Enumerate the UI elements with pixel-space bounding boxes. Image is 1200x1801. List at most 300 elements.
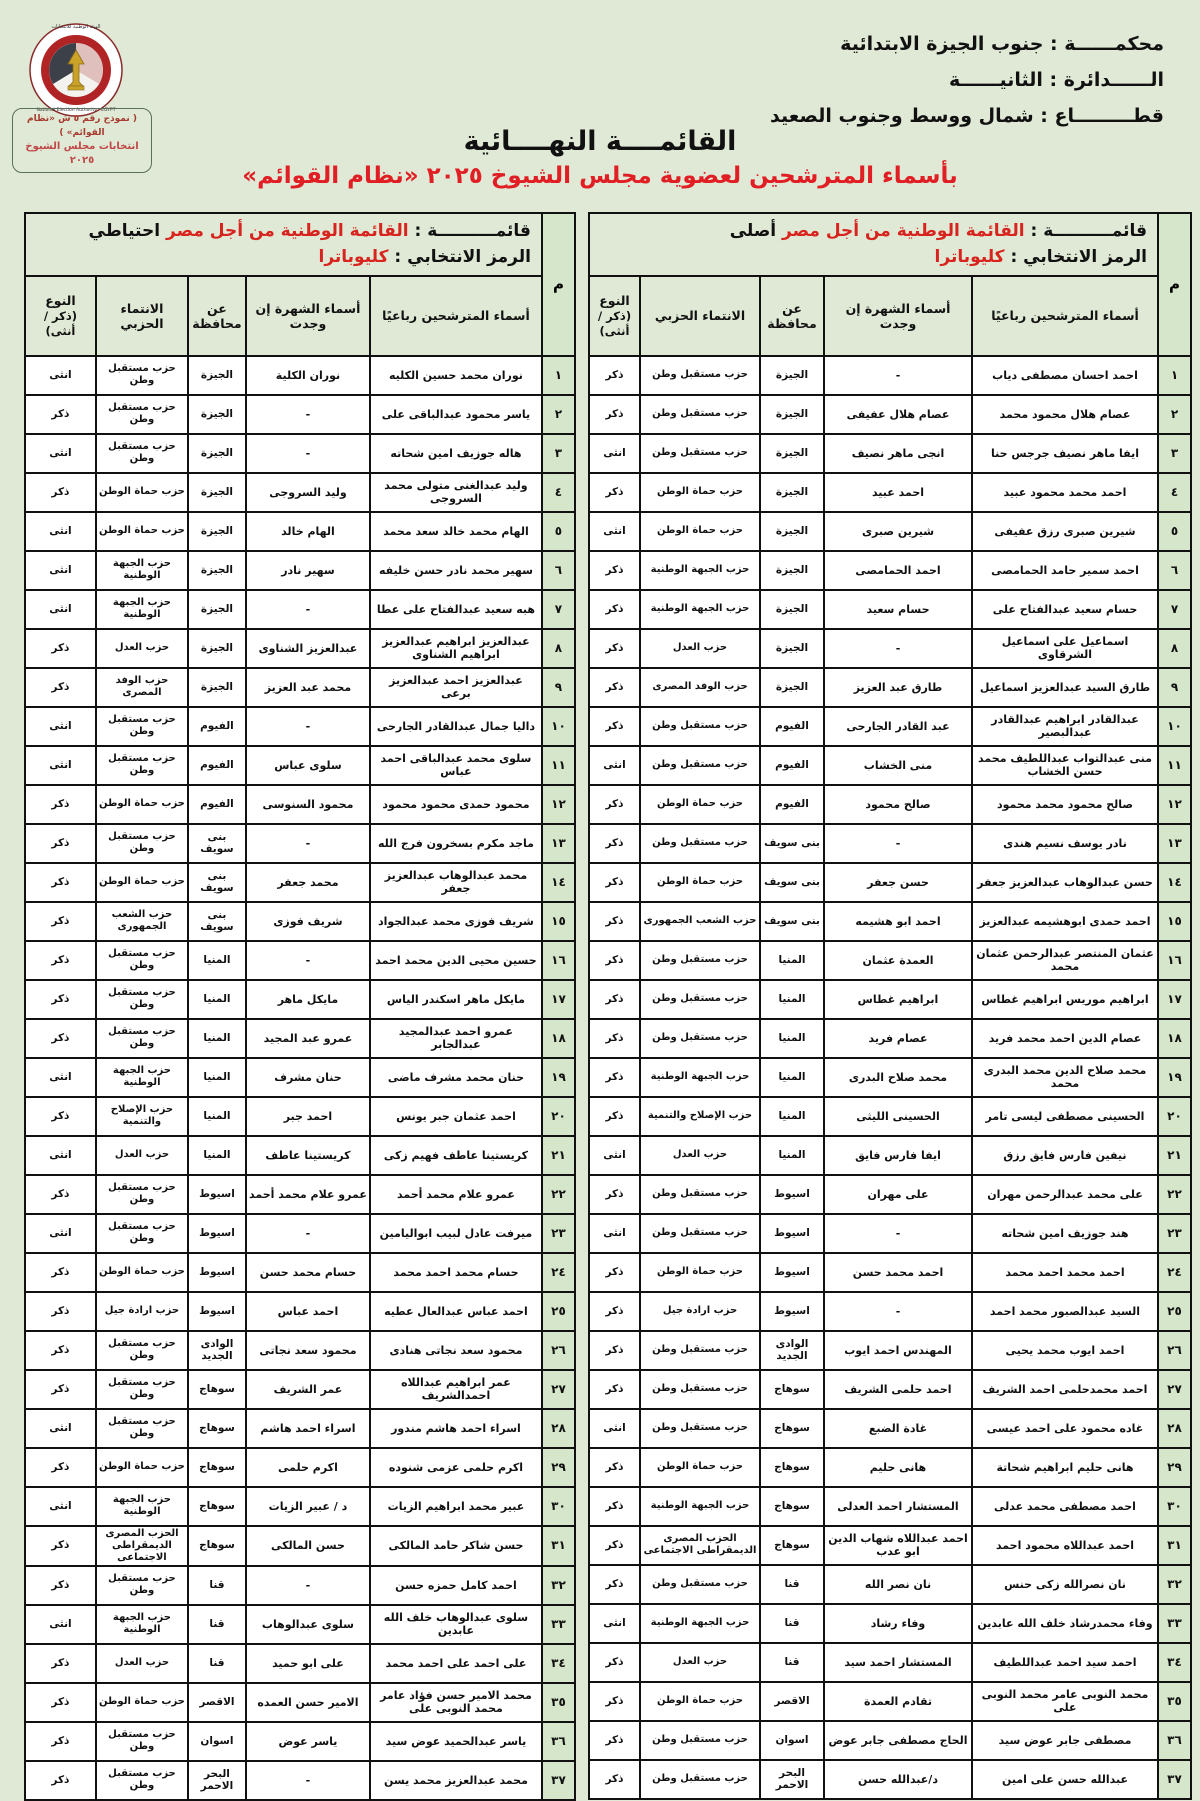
governorate-cell: الجيزة bbox=[760, 395, 824, 434]
governorate-cell: الوادى الجديد bbox=[188, 1331, 246, 1370]
serial-cell: ٢٨ bbox=[1158, 1409, 1191, 1448]
governorate-cell: المنيا bbox=[760, 1019, 824, 1058]
gender-cell: ذكر bbox=[589, 356, 640, 395]
name-cell: عبدالعزيز ابراهيم عبدالعزيز ابراهيم الشناوى bbox=[370, 629, 542, 668]
name-cell: اسراء احمد هاشم مندور bbox=[370, 1409, 542, 1448]
party-cell: حزب مستقبل وطن bbox=[96, 980, 188, 1019]
gender-cell: انثى bbox=[25, 1136, 96, 1175]
name-cell: السيد عبدالصبور محمد احمد bbox=[972, 1292, 1158, 1331]
candidate-row bbox=[589, 473, 1191, 512]
party-cell: حزب العدل bbox=[640, 1136, 760, 1175]
gender-cell: ذكر bbox=[25, 1644, 96, 1683]
candidate-row bbox=[589, 1526, 1191, 1565]
name-cell: نان نصرالله زكى حنس bbox=[972, 1565, 1158, 1604]
court-header-block bbox=[770, 26, 1164, 134]
serial-cell: ٣١ bbox=[1158, 1526, 1191, 1565]
gender-cell: ذكر bbox=[589, 824, 640, 863]
sector-line: قطـــــــــاع : شمال ووسط وجنوب الصعيد bbox=[770, 105, 1164, 128]
serial-cell: ٢٦ bbox=[1158, 1331, 1191, 1370]
candidate-row bbox=[25, 395, 575, 434]
name-cell: ماجد مكرم بسخرون فرج الله bbox=[370, 824, 542, 863]
fame-cell: سهير نادر bbox=[246, 551, 370, 590]
serial-cell: ١٣ bbox=[1158, 824, 1191, 863]
fame-cell: نوران الكلية bbox=[246, 356, 370, 395]
serial-cell: ١ bbox=[1158, 356, 1191, 395]
serial-cell: ٢١ bbox=[1158, 1136, 1191, 1175]
fame-cell: محمد جعفر bbox=[246, 863, 370, 902]
gender-cell: ذكر bbox=[25, 395, 96, 434]
name-cell: محمد النوبى عامر محمد النوبى على bbox=[972, 1682, 1158, 1721]
serial-cell: ٣٢ bbox=[542, 1566, 575, 1605]
gender-cell: ذكر bbox=[589, 902, 640, 941]
name-cell: نوران محمد حسين الكليه bbox=[370, 356, 542, 395]
candidate-row bbox=[25, 1683, 575, 1722]
serial-cell: ٣٧ bbox=[1158, 1760, 1191, 1799]
fame-cell: احمد ابو هشيمه bbox=[824, 902, 972, 941]
fame-cell: سلوى عباس bbox=[246, 746, 370, 785]
party-cell: حزب مستقبل وطن bbox=[96, 356, 188, 395]
party-cell: حزب حماة الوطن bbox=[96, 473, 188, 512]
governorate-cell: قنا bbox=[760, 1604, 824, 1643]
fame-cell: محمود السنوسى bbox=[246, 785, 370, 824]
gender-cell: ذكر bbox=[589, 551, 640, 590]
serial-header: م bbox=[1158, 213, 1191, 356]
governorate-cell: الجيزة bbox=[760, 668, 824, 707]
candidate-row bbox=[589, 395, 1191, 434]
stamp-election-name: انتخابات مجلس الشيوخ ٢٠٢٥ bbox=[25, 141, 139, 166]
candidate-row bbox=[25, 785, 575, 824]
name-cell: ياسر محمود عبدالباقى على bbox=[370, 395, 542, 434]
gender-cell: ذكر bbox=[25, 1683, 96, 1722]
serial-cell: ١٦ bbox=[1158, 941, 1191, 980]
serial-cell: ١٠ bbox=[542, 707, 575, 746]
candidate-row bbox=[589, 1136, 1191, 1175]
gender-cell: انثى bbox=[25, 434, 96, 473]
fame-cell: احمد جبر bbox=[246, 1097, 370, 1136]
governorate-cell: بنى سويف bbox=[188, 824, 246, 863]
party-cell: حزب مستقبل وطن bbox=[640, 824, 760, 863]
gender-cell: ذكر bbox=[25, 941, 96, 980]
candidate-row bbox=[589, 1565, 1191, 1604]
name-cell: احمد ايوب محمد يحيى bbox=[972, 1331, 1158, 1370]
party-cell: حزب حماة الوطن bbox=[96, 863, 188, 902]
gender-cell: انثى bbox=[25, 512, 96, 551]
name-cell: حسام سعيد عبدالفتاح على bbox=[972, 590, 1158, 629]
fame-cell: د / عبير الزيات bbox=[246, 1487, 370, 1526]
candidate-row bbox=[589, 668, 1191, 707]
party-cell: حزب الإصلاح والتنمية bbox=[96, 1097, 188, 1136]
candidate-row bbox=[25, 902, 575, 941]
gender-cell: ذكر bbox=[589, 395, 640, 434]
governorate-cell: الاقصر bbox=[760, 1682, 824, 1721]
party-cell: حزب مستقبل وطن bbox=[96, 824, 188, 863]
gender-cell: ذكر bbox=[25, 1722, 96, 1761]
fame-cell: احمد حلمى الشريف bbox=[824, 1370, 972, 1409]
gender-cell: انثى bbox=[25, 1487, 96, 1526]
candidate-row bbox=[589, 941, 1191, 980]
name-cell: غاده محمود على احمد عيسى bbox=[972, 1409, 1158, 1448]
fame-cell: د/عبدالله حسن bbox=[824, 1760, 972, 1799]
party-cell: حزب الوفد المصرى bbox=[640, 668, 760, 707]
candidate-row bbox=[589, 551, 1191, 590]
governorate-cell: المنيا bbox=[760, 941, 824, 980]
fame-cell: - bbox=[246, 590, 370, 629]
serial-cell: ٣٠ bbox=[1158, 1487, 1191, 1526]
name-cell: منى عبدالتواب عبداللطيف محمد حسن الخشاب bbox=[972, 746, 1158, 785]
gender-cell: ذكر bbox=[589, 1292, 640, 1331]
fame-cell: سلوى عبدالوهاب bbox=[246, 1605, 370, 1644]
candidate-row bbox=[589, 1097, 1191, 1136]
serial-cell: ٢٢ bbox=[1158, 1175, 1191, 1214]
fame-cell: اكرم حلمى bbox=[246, 1448, 370, 1487]
gender-header: النوع (ذكر / أنثى) bbox=[589, 276, 640, 356]
candidate-row bbox=[25, 1214, 575, 1253]
fame-cell: - bbox=[246, 434, 370, 473]
gender-cell: ذكر bbox=[25, 629, 96, 668]
party-cell: حزب مستقبل وطن bbox=[640, 746, 760, 785]
governorate-cell: اسيوط bbox=[188, 1253, 246, 1292]
candidate-row bbox=[589, 1643, 1191, 1682]
name-cell: احمد مصطفى محمد عدلى bbox=[972, 1487, 1158, 1526]
fame-cell: منى الخشاب bbox=[824, 746, 972, 785]
fame-cell: - bbox=[246, 395, 370, 434]
gender-header: النوع (ذكر / أنثى) bbox=[25, 276, 96, 356]
fame-cell: حسام محمد حسن bbox=[246, 1253, 370, 1292]
gender-cell: انثى bbox=[25, 590, 96, 629]
serial-cell: ١٢ bbox=[1158, 785, 1191, 824]
name-cell: حنان محمد مشرف ماضى bbox=[370, 1058, 542, 1097]
fame-cell: ياسر عوض bbox=[246, 1722, 370, 1761]
gender-cell: انثى bbox=[25, 356, 96, 395]
fame-cell: هانى حليم bbox=[824, 1448, 972, 1487]
gender-cell: انثى bbox=[25, 707, 96, 746]
fame-cell: شيرين صبرى bbox=[824, 512, 972, 551]
logo-english-text: National Election Authority · EGYPT bbox=[36, 108, 116, 113]
governorate-cell: الجيزة bbox=[188, 356, 246, 395]
name-cell: عثمان المنتصر عبدالرحمن عثمان محمد bbox=[972, 941, 1158, 980]
name-cell: على احمد على احمد محمد bbox=[370, 1644, 542, 1683]
gender-cell: ذكر bbox=[589, 1526, 640, 1565]
name-cell: هبه سعيد عبدالفتاح على عطا bbox=[370, 590, 542, 629]
governorate-cell: بنى سويف bbox=[188, 863, 246, 902]
governorate-cell: اسوان bbox=[188, 1722, 246, 1761]
fame-cell: حسام سعيد bbox=[824, 590, 972, 629]
governorate-cell: سوهاج bbox=[760, 1370, 824, 1409]
candidate-row bbox=[589, 902, 1191, 941]
candidate-row bbox=[25, 1097, 575, 1136]
fame-cell: وليد السروجى bbox=[246, 473, 370, 512]
main-list-header bbox=[589, 213, 1158, 276]
governorate-cell: الوادى الجديد bbox=[760, 1331, 824, 1370]
final-list-title: القائمــــة النهــــائية bbox=[463, 126, 737, 157]
name-cell: اكرم حلمى عزمى شنوده bbox=[370, 1448, 542, 1487]
party-cell: حزب مستقبل وطن bbox=[640, 1370, 760, 1409]
fame-cell: نان نصر الله bbox=[824, 1565, 972, 1604]
fame-cell: كريستينا عاطف bbox=[246, 1136, 370, 1175]
name-cell: محمود حمدى محمود محمود bbox=[370, 785, 542, 824]
governorate-cell: الجيزة bbox=[188, 434, 246, 473]
candidate-row bbox=[25, 1644, 575, 1683]
reserve-list-header bbox=[25, 213, 542, 276]
serial-cell: ٣١ bbox=[542, 1526, 575, 1566]
governorate-cell: الجيزة bbox=[188, 512, 246, 551]
party-cell: حزب مستقبل وطن bbox=[96, 1175, 188, 1214]
serial-cell: ١٤ bbox=[1158, 863, 1191, 902]
party-cell: حزب حماة الوطن bbox=[640, 473, 760, 512]
fame-cell: عمر الشريف bbox=[246, 1370, 370, 1409]
serial-cell: ١٢ bbox=[542, 785, 575, 824]
gender-cell: ذكر bbox=[589, 785, 640, 824]
party-cell: حزب العدل bbox=[96, 1644, 188, 1683]
serial-cell: ٦ bbox=[1158, 551, 1191, 590]
name-cell: احمد محمد محمود عبيد bbox=[972, 473, 1158, 512]
governorate-cell: الجيزة bbox=[188, 590, 246, 629]
serial-cell: ٢١ bbox=[542, 1136, 575, 1175]
gender-cell: ذكر bbox=[589, 1175, 640, 1214]
name-cell: هند جوزيف امين شحاته bbox=[972, 1214, 1158, 1253]
gender-cell: ذكر bbox=[25, 785, 96, 824]
governorate-cell: المنيا bbox=[188, 1058, 246, 1097]
candidate-row bbox=[589, 1331, 1191, 1370]
candidate-row bbox=[25, 629, 575, 668]
serial-cell: ١٦ bbox=[542, 941, 575, 980]
court-line: محكمــــــة : جنوب الجيزة الابتدائية bbox=[840, 33, 1164, 55]
governorate-cell: الفيوم bbox=[188, 746, 246, 785]
governorate-cell: الجيزة bbox=[188, 551, 246, 590]
gender-cell: ذكر bbox=[25, 824, 96, 863]
party-cell: حزب مستقبل وطن bbox=[96, 1370, 188, 1409]
name-cell: ميرفت عادل لبيب ابواليامين bbox=[370, 1214, 542, 1253]
party-cell: حزب مستقبل وطن bbox=[96, 1566, 188, 1605]
gender-cell: انثى bbox=[589, 512, 640, 551]
governorate-cell: الجيزة bbox=[760, 512, 824, 551]
name-cell: عبدالله حسن على امين bbox=[972, 1760, 1158, 1799]
name-cell: احمد عثمان جبر يونس bbox=[370, 1097, 542, 1136]
gender-cell: ذكر bbox=[589, 1058, 640, 1097]
name-cell: احمد عباس عبدالعال عطيه bbox=[370, 1292, 542, 1331]
serial-cell: ٢٩ bbox=[542, 1448, 575, 1487]
party-cell: الحزب المصرى الديمقراطى الاجتماعى bbox=[96, 1526, 188, 1566]
fame-cell: حنان مشرف bbox=[246, 1058, 370, 1097]
party-cell: حزب مستقبل وطن bbox=[96, 746, 188, 785]
fame-cell: - bbox=[246, 707, 370, 746]
party-cell: حزب حماة الوطن bbox=[640, 1448, 760, 1487]
candidate-row bbox=[25, 1370, 575, 1409]
tables-area bbox=[28, 212, 1192, 1801]
fame-cell: عصام فريد bbox=[824, 1019, 972, 1058]
candidate-row bbox=[25, 1487, 575, 1526]
serial-cell: ١٣ bbox=[542, 824, 575, 863]
party-cell: حزب حماة الوطن bbox=[96, 785, 188, 824]
governorate-cell: سوهاج bbox=[188, 1370, 246, 1409]
serial-cell: ١٥ bbox=[1158, 902, 1191, 941]
party-cell: حزب مستقبل وطن bbox=[96, 395, 188, 434]
party-cell: حزب الجبهة الوطنية bbox=[640, 1604, 760, 1643]
gender-cell: ذكر bbox=[589, 1682, 640, 1721]
fame-cell: المستشار احمد سيد bbox=[824, 1643, 972, 1682]
name-header: أسماء المترشحين رباعيًا bbox=[972, 276, 1158, 356]
reserve-list-table bbox=[24, 212, 576, 1801]
party-cell: حزب حماة الوطن bbox=[96, 1683, 188, 1722]
gender-cell: ذكر bbox=[25, 1448, 96, 1487]
governorate-cell: قنا bbox=[188, 1644, 246, 1683]
party-cell: حزب مستقبل وطن bbox=[640, 941, 760, 980]
party-cell: حزب حماة الوطن bbox=[96, 1448, 188, 1487]
candidate-row bbox=[25, 1761, 575, 1800]
governorate-cell: بنى سويف bbox=[760, 902, 824, 941]
governorate-cell: الجيزة bbox=[760, 629, 824, 668]
party-cell: حزب مستقبل وطن bbox=[96, 1214, 188, 1253]
name-cell: وفاء محمدرشاد خلف الله عابدين bbox=[972, 1604, 1158, 1643]
party-cell: حزب الجبهة الوطنية bbox=[96, 551, 188, 590]
fame-header: أسماء الشهرة إن وجدت bbox=[824, 276, 972, 356]
governorate-cell: الجيزة bbox=[188, 668, 246, 707]
name-cell: احمد محمد احمد محمد bbox=[972, 1253, 1158, 1292]
candidate-row bbox=[25, 1526, 575, 1566]
gender-cell: ذكر bbox=[589, 707, 640, 746]
fame-cell: الحاج مصطفى جابر عوض bbox=[824, 1721, 972, 1760]
gender-cell: انثى bbox=[25, 746, 96, 785]
gender-cell: ذكر bbox=[589, 473, 640, 512]
fame-cell: محمد عبد العزيز bbox=[246, 668, 370, 707]
governorate-cell: الفيوم bbox=[188, 707, 246, 746]
gender-cell: انثى bbox=[25, 551, 96, 590]
serial-cell: ١ bbox=[542, 356, 575, 395]
gender-cell: ذكر bbox=[589, 668, 640, 707]
party-cell: حزب العدل bbox=[96, 629, 188, 668]
party-cell: حزب مستقبل وطن bbox=[640, 356, 760, 395]
gender-cell: انثى bbox=[589, 1136, 640, 1175]
party-cell: حزب حماة الوطن bbox=[640, 863, 760, 902]
logo-arabic-text: الهيئة الوطنية للانتخابات bbox=[51, 24, 101, 30]
name-cell: عمرو احمد عبدالمجيد عبدالجابر bbox=[370, 1019, 542, 1058]
gender-cell: ذكر bbox=[25, 1019, 96, 1058]
party-cell: حزب الشعب الجمهورى bbox=[640, 902, 760, 941]
party-cell: حزب العدل bbox=[640, 629, 760, 668]
party-cell: حزب مستقبل وطن bbox=[96, 1331, 188, 1370]
fame-cell: - bbox=[824, 629, 972, 668]
candidate-row bbox=[589, 1253, 1191, 1292]
fame-cell: عمرو عبد المجيد bbox=[246, 1019, 370, 1058]
party-cell: حزب مستقبل وطن bbox=[96, 1409, 188, 1448]
name-cell: عصام هلال محمود محمد bbox=[972, 395, 1158, 434]
serial-cell: ٢ bbox=[542, 395, 575, 434]
candidate-row bbox=[589, 1214, 1191, 1253]
candidate-row bbox=[25, 1409, 575, 1448]
serial-header: م bbox=[542, 213, 575, 356]
name-cell: الحسينى مصطفى ليسى تامر bbox=[972, 1097, 1158, 1136]
name-cell: احمد سيد احمد عبداللطيف bbox=[972, 1643, 1158, 1682]
party-cell: حزب الجبهة الوطنية bbox=[96, 1605, 188, 1644]
candidate-row bbox=[25, 1058, 575, 1097]
name-cell: عمرو علام محمد أحمد bbox=[370, 1175, 542, 1214]
party-cell: حزب حماة الوطن bbox=[640, 1682, 760, 1721]
fame-cell: - bbox=[824, 1292, 972, 1331]
fame-cell: - bbox=[246, 824, 370, 863]
name-cell: شيرين صبرى رزق عفيفى bbox=[972, 512, 1158, 551]
gender-cell: ذكر bbox=[589, 1253, 640, 1292]
fame-cell: مايكل ماهر bbox=[246, 980, 370, 1019]
fame-cell: - bbox=[824, 356, 972, 395]
candidate-row bbox=[25, 1019, 575, 1058]
party-cell: حزب مستقبل وطن bbox=[96, 941, 188, 980]
governorate-cell: الفيوم bbox=[760, 785, 824, 824]
gender-cell: ذكر bbox=[25, 1370, 96, 1409]
main-list-table bbox=[588, 212, 1192, 1800]
candidate-row bbox=[589, 1370, 1191, 1409]
fame-cell: الحسينى الليثى bbox=[824, 1097, 972, 1136]
governorate-cell: سوهاج bbox=[188, 1526, 246, 1566]
fame-cell: الامير حسن العمده bbox=[246, 1683, 370, 1722]
nea-logo-emblem bbox=[28, 22, 124, 118]
name-cell: عمر ابراهيم عبداللاه احمدالشريف bbox=[370, 1370, 542, 1409]
fame-cell: طارق عبد العزيز bbox=[824, 668, 972, 707]
candidate-row bbox=[25, 941, 575, 980]
serial-cell: ٢٢ bbox=[542, 1175, 575, 1214]
candidate-row bbox=[25, 512, 575, 551]
candidate-row bbox=[25, 668, 575, 707]
party-cell: حزب مستقبل وطن bbox=[640, 1409, 760, 1448]
fame-header: أسماء الشهرة إن وجدت bbox=[246, 276, 370, 356]
gender-cell: ذكر bbox=[589, 1760, 640, 1799]
party-cell: الحزب المصرى الديمقراطى الاجتماعى bbox=[640, 1526, 760, 1565]
serial-cell: ١٠ bbox=[1158, 707, 1191, 746]
party-cell: حزب مستقبل وطن bbox=[640, 434, 760, 473]
governorate-cell: سوهاج bbox=[760, 1526, 824, 1565]
governorate-cell: الجيزة bbox=[760, 473, 824, 512]
name-cell: اسماعيل على اسماعيل الشرقاوى bbox=[972, 629, 1158, 668]
governorate-cell: بنى سويف bbox=[760, 824, 824, 863]
candidate-row bbox=[589, 980, 1191, 1019]
fame-cell: انجى ماهر نصيف bbox=[824, 434, 972, 473]
gender-cell: ذكر bbox=[25, 1566, 96, 1605]
candidates-subtitle: بأسماء المترشحين لعضوية مجلس الشيوخ ٢٠٢٥ «نظام القوائم» bbox=[242, 163, 958, 189]
governorate-cell: اسيوط bbox=[760, 1253, 824, 1292]
name-cell: عصام الدين احمد محمد فريد bbox=[972, 1019, 1158, 1058]
candidate-row bbox=[589, 707, 1191, 746]
fame-cell: - bbox=[824, 1214, 972, 1253]
candidate-row bbox=[589, 1019, 1191, 1058]
governorate-cell: اسيوط bbox=[188, 1292, 246, 1331]
fame-cell: احمد الحمامصى bbox=[824, 551, 972, 590]
candidate-row bbox=[25, 980, 575, 1019]
serial-cell: ٢٣ bbox=[542, 1214, 575, 1253]
candidate-row bbox=[589, 512, 1191, 551]
fame-cell: محمود سعد نجاتى bbox=[246, 1331, 370, 1370]
serial-cell: ٨ bbox=[1158, 629, 1191, 668]
party-cell: حزب مستقبل وطن bbox=[640, 980, 760, 1019]
governorate-cell: الجيزة bbox=[188, 629, 246, 668]
name-cell: صالح محمود محمد محمود bbox=[972, 785, 1158, 824]
name-cell: محمد صلاح الدين محمد البدرى محمد bbox=[972, 1058, 1158, 1097]
candidate-row bbox=[25, 1253, 575, 1292]
gender-cell: ذكر bbox=[25, 980, 96, 1019]
serial-cell: ٣٣ bbox=[1158, 1604, 1191, 1643]
governorate-cell: سوهاج bbox=[760, 1409, 824, 1448]
candidate-row bbox=[25, 1136, 575, 1175]
governorate-cell: المنيا bbox=[188, 1019, 246, 1058]
governorate-cell: المنيا bbox=[188, 1136, 246, 1175]
governorate-cell: المنيا bbox=[188, 941, 246, 980]
serial-cell: ١٩ bbox=[1158, 1058, 1191, 1097]
party-cell: حزب الجبهة الوطنية bbox=[640, 551, 760, 590]
party-cell: حزب الجبهة الوطنية bbox=[640, 1058, 760, 1097]
fame-cell: عبد القادر الجارحى bbox=[824, 707, 972, 746]
governorate-cell: الجيزة bbox=[188, 395, 246, 434]
gender-cell: ذكر bbox=[589, 1370, 640, 1409]
governorate-cell: الاقصر bbox=[188, 1683, 246, 1722]
party-cell: حزب مستقبل وطن bbox=[96, 434, 188, 473]
